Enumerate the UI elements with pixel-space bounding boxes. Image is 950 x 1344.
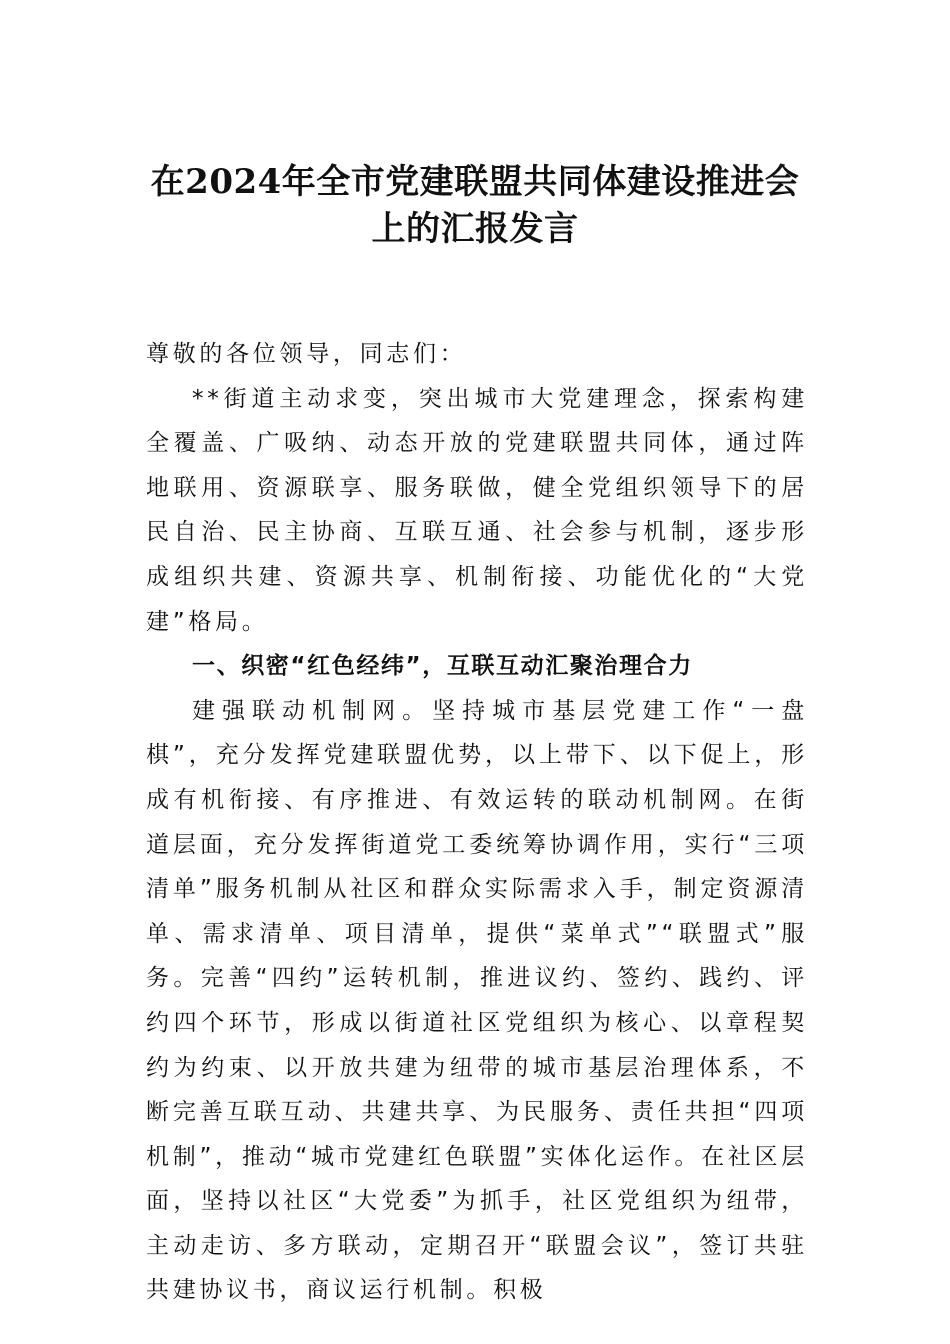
document-title-line-1: 在2024年全市党建联盟共同体建设推进会 <box>150 162 800 202</box>
intro-paragraph: **街道主动求变，突出城市大党建理念，探索构建全覆盖、广吸纳、动态开放的党建联盟共同体，通过阵地联用、资源联享、服务联做，健全党组织领导下的居民自治、民主协商、互联互通、社会参与机制，逐步形成组织共建、资源共享、机制衔接、功能优化的“大党建”格局。 <box>146 385 808 635</box>
salutation: 尊敬的各位领导，同志们： <box>146 341 467 367</box>
document-body <box>146 332 808 1313</box>
document-title-line-2: 上的汇报发言 <box>371 209 579 249</box>
section-1-heading: 一、织密“红色经纬”，互联互动汇聚治理合力 <box>192 653 693 680</box>
section-1-paragraph: 建强联动机制网。坚持城市基层党建工作“一盘棋”，充分发挥党建联盟优势，以上带下、以下促上，形成有机衔接、有序推进、有效运转的联动机制网。在街道层面，充分发挥街道党工委统筹协调作用，实行“三项清单”服务机制从社区和群众实际需求入手，制定资源清单、需求清单、项目清单，提供“菜单式”“联盟式”服务。完善“四约”运转机制，推进议约、签约、践约、评约四个环节，形成以街道社区党组织为核心、以章程契约为约束、以开放共建为纽带的城市基层治理体系，不断完善互联互动、共建共享、为民服务、责任共担“四项机制”，推动“城市党建红色联盟”实体化运作。在社区层面，坚持以社区“大党委”为抓手，社区党组织为纽带，主动走访、多方联动，定期召开“联盟会议”，签订共驻共建协议书，商议运行机制。积极 <box>146 697 808 1304</box>
